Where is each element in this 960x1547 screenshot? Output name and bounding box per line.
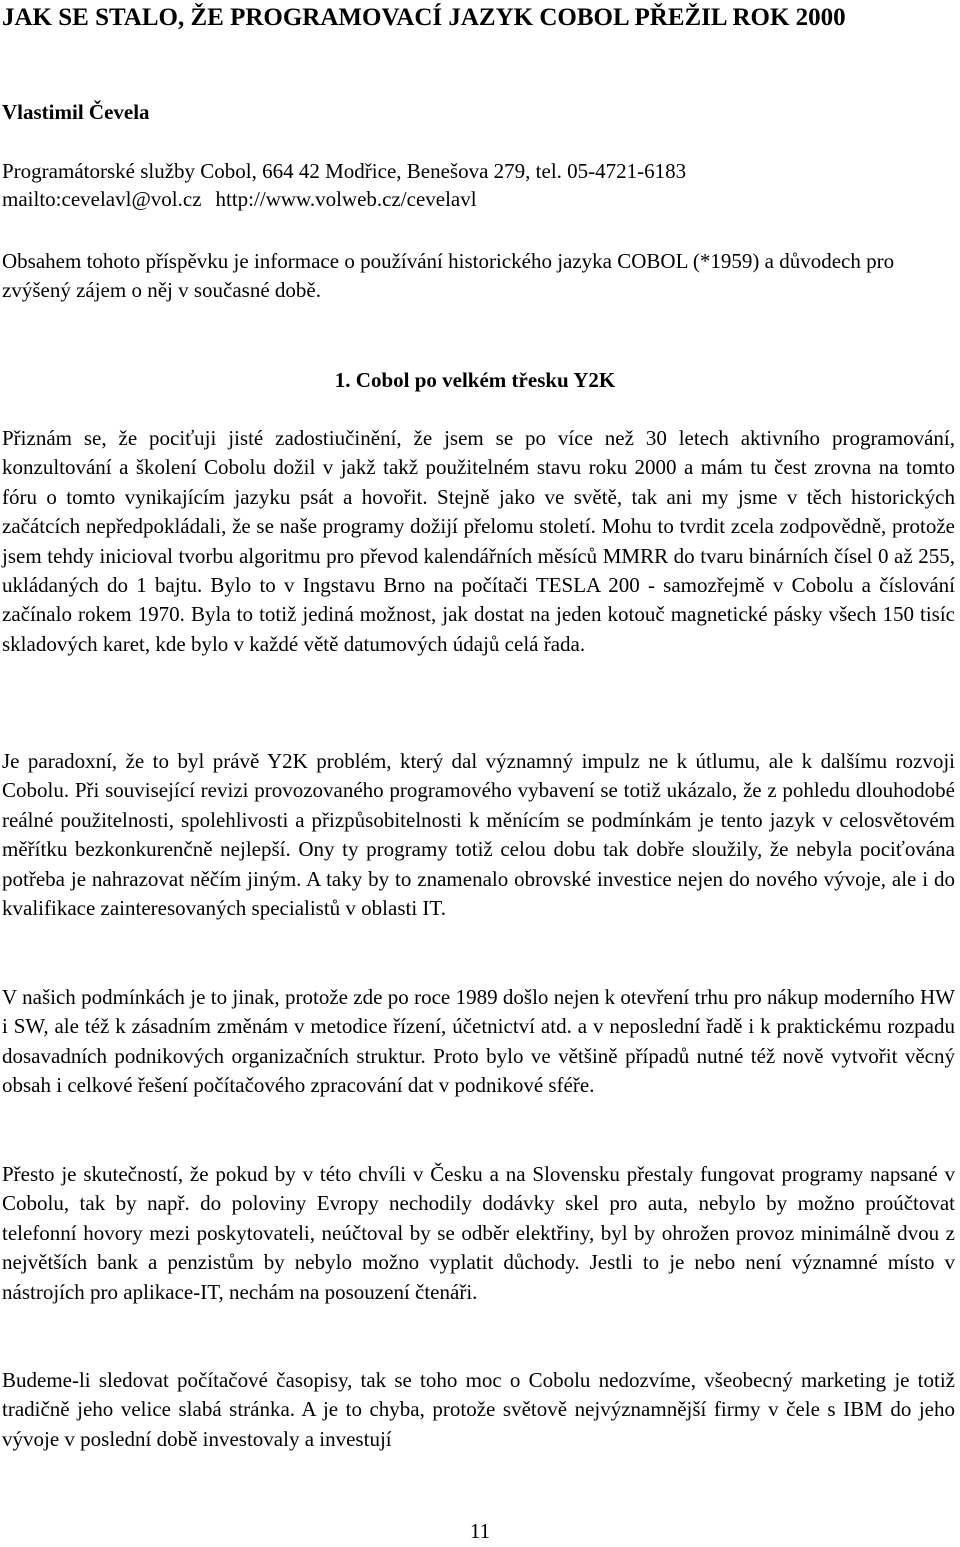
contact-address: Programátorské služby Cobol, 664 42 Modřice, Benešova 279, tel. 05-4721-6183 <box>2 159 687 183</box>
paragraph: Přiznám se, že pociťuji jisté zadostiučinění, že jsem se po více než 30 letech aktivního programování, konzultování a školení Cobolu dožil v jakž takž použitelném stavu roku 2000 a mám tu čest zrovna na tomto fóru o tomto vynikajícím jazyku psát a hovořit. Stejně jako ve světě, tak ani my jsme v těch historických začátcích nepředpokládali, že se naše programy dožijí přelomu století. Mohu to tvrdit zcela zodpovědně, protože jsem tehdy inicioval tvorbu algoritmu pro převod kalendářních měsíců MMRR do tvaru binárních čísel 0 až 255, ukládaných do 1 bajtu. Bylo to v Ingstavu Brno na počítači TESLA 200 - samozřejmě v Cobolu a číslování začínalo rokem 1970. Byla to totiž jediná možnost, jak dostat na jeden kotouč magnetické pásky všech 150 tisíc skladových karet, kde bylo v každé větě datumových údajů celá řada. <box>2 426 955 656</box>
author-contact <box>2 157 686 213</box>
contact-links <box>2 185 686 213</box>
abstract: Obsahem tohoto příspěvku je informace o používání historického jazyka COBOL (*1959) a důvodech pro zvýšený zájem o něj v současné době. <box>2 249 895 302</box>
document-title: JAK SE STALO, ŽE PROGRAMOVACÍ JAZYK COBOL PŘEŽIL ROK 2000 <box>2 4 846 31</box>
page-number: 11 <box>469 1519 491 1543</box>
paragraph: V našich podmínkách je to jinak, protože zde po roce 1989 došlo nejen k otevření trhu pro nákup moderního HW i SW, ale též k zásadním změnám v metodice řízení, účetnictví atd. a v neposlední řadě i k praktickému rozpadu dosavadních podnikových organizačních struktur. Proto bylo ve většině případů nutné též nově vytvořit věcný obsah i celkové řešení počítačového zpracování dat v podnikové sféře. <box>2 985 955 1098</box>
section-heading: 1. Cobol po velkém třesku Y2K <box>334 368 616 392</box>
author-name: Vlastimil Čevela <box>2 100 150 124</box>
paragraph: Je paradoxní, že to byl právě Y2K problém, který dal významný impulz ne k útlumu, ale k dalšímu rozvoji Cobolu. Při související revizi provozovaného programového vybavení se totiž ukázalo, že z pohledu dlouhodobé reálné použitelnosti, spolehlivosti a přizpůsobitelnosti k měnícím se podmínkám je tento jazyk v celosvětovém měřítku bezkonkurenčně nejlepší. Ony ty programy totiž celou dobu tak dobře sloužily, že nebyla pociťována potřeba je nahrazovat něčím jiným. A taky by to znamenalo obrovské investice nejen do nového vývoje, ale i do kvalifikace zainteresovaných specialistů v oblasti IT. <box>2 749 955 921</box>
contact-email-link[interactable]: mailto:cevelavl@vol.cz <box>2 187 202 211</box>
paragraph: Přesto je skutečností, že pokud by v této chvíli v Česku a na Slovensku přestaly fungovat programy napsané v Cobolu, tak by např. do poloviny Evropy nechodily dodávky skel pro auta, nebylo by možno proúčtovat telefonní hovory mezi poskytovateli, neúčtoval by se odběr elektřiny, byl by ohrožen provoz minimálně dvou z největších bank a penzistům by nebylo možno vyplatit důchody. Jestli to je nebo není významné místo v nástrojích pro aplikace-IT, nechám na posouzení čtenáři. <box>2 1162 955 1304</box>
contact-web-link[interactable]: http://www.volweb.cz/cevelavl <box>215 187 477 211</box>
paragraph: Budeme-li sledovat počítačové časopisy, tak se toho moc o Cobolu nedozvíme, všeobecný marketing je totiž tradičně jeho velice slabá stránka. A je to chyba, protože světově nejvýznamnější firmy v čele s IBM do jeho vývoje v poslední době investovaly a investují <box>2 1368 955 1451</box>
